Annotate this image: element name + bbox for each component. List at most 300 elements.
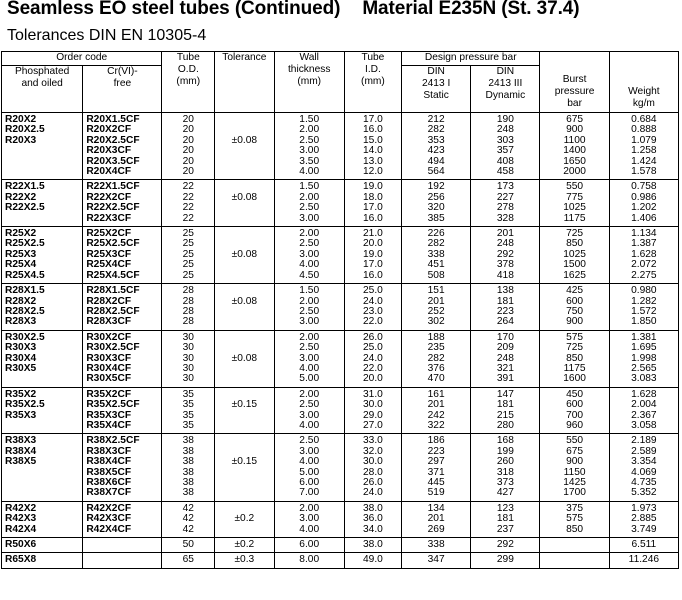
tube-od: 25	[162, 227, 215, 240]
phosphated-code: R22X1.5	[2, 180, 83, 193]
wall-thickness: 3.00	[274, 146, 344, 156]
din-dynamic: 227	[471, 193, 540, 203]
wall-thickness: 2.50	[274, 136, 344, 146]
table-row	[2, 553, 679, 568]
burst-pressure: 375	[540, 501, 609, 514]
din-dynamic: 264	[471, 317, 540, 330]
tube-od: 30	[162, 330, 215, 343]
tolerance	[215, 468, 274, 478]
tolerance	[215, 525, 274, 538]
tolerance	[215, 317, 274, 330]
din-dynamic: 418	[471, 271, 540, 284]
din-static: 226	[402, 227, 471, 240]
wall-thickness: 3.00	[274, 317, 344, 330]
tube-od: 42	[162, 501, 215, 514]
tube-id: 20.0	[344, 374, 401, 387]
crvi-free-header: Cr(VI)- free	[83, 66, 162, 113]
phosphated-code: R38X5	[2, 457, 83, 467]
weight: 2.589	[609, 447, 678, 457]
crvi-free-code: R38X7CF	[83, 488, 162, 501]
weight: 2.004	[609, 400, 678, 410]
burst-pressure: 1150	[540, 468, 609, 478]
weight: 1.202	[609, 203, 678, 213]
tolerance: ±0.08	[215, 354, 274, 364]
weight: 3.083	[609, 374, 678, 387]
tube-od: 38	[162, 488, 215, 501]
crvi-free-code: R25X3CF	[83, 250, 162, 260]
burst-pressure: 850	[540, 354, 609, 364]
tolerance	[215, 434, 274, 447]
tube-od: 30	[162, 354, 215, 364]
weight: 4.069	[609, 468, 678, 478]
phosphated-code: R30X3	[2, 343, 83, 353]
crvi-free-code: R28X2CF	[83, 297, 162, 307]
title-right: Material E235N (St. 37.4)	[362, 0, 580, 19]
phosphated-code	[2, 478, 83, 488]
weight: 1.628	[609, 250, 678, 260]
din-dynamic: 199	[471, 447, 540, 457]
burst-pressure: 575	[540, 514, 609, 524]
crvi-free-code: R22X2.5CF	[83, 203, 162, 213]
burst-pressure	[540, 553, 609, 568]
weight: 6.511	[609, 538, 678, 553]
burst-pressure: 725	[540, 227, 609, 240]
din-static: 242	[402, 411, 471, 421]
phosphated-code: R35X3	[2, 411, 83, 421]
burst-pressure: 550	[540, 434, 609, 447]
phosphated-code: R22X2.5	[2, 203, 83, 213]
din-dynamic: 237	[471, 525, 540, 538]
tube-id: 33.0	[344, 434, 401, 447]
phosphated-code: R20X3	[2, 136, 83, 146]
table-row	[2, 284, 679, 297]
tube-id: 26.0	[344, 478, 401, 488]
crvi-free-code: R30X5CF	[83, 374, 162, 387]
tube-id: 49.0	[344, 553, 401, 568]
design-pressure-header: Design pressure bar	[402, 52, 540, 66]
tube-id: 27.0	[344, 421, 401, 434]
tube-od: 30	[162, 364, 215, 374]
tolerance	[215, 364, 274, 374]
din-static: 508	[402, 271, 471, 284]
din-dynamic: 147	[471, 387, 540, 400]
tube-od: 22	[162, 203, 215, 213]
phosphated-code: R42X2	[2, 501, 83, 514]
phosphated-code: R20X2	[2, 113, 83, 126]
tube-id: 26.0	[344, 330, 401, 343]
din-static: 282	[402, 354, 471, 364]
burst-pressure: 900	[540, 125, 609, 135]
wall-thickness: 3.00	[274, 447, 344, 457]
burst-pressure: 1425	[540, 478, 609, 488]
burst-pressure: 850	[540, 239, 609, 249]
din-static: 161	[402, 387, 471, 400]
tube-od: 20	[162, 157, 215, 167]
din-dynamic: 357	[471, 146, 540, 156]
wall-thickness: 4.00	[274, 457, 344, 467]
tolerance	[215, 146, 274, 156]
title-left: Seamless EO steel tubes (Continued)	[7, 0, 341, 19]
din-static: 201	[402, 400, 471, 410]
phosphated-code: R35X2.5	[2, 400, 83, 410]
din-static: 385	[402, 214, 471, 227]
tube-id: 25.0	[344, 284, 401, 297]
din-dynamic: 181	[471, 297, 540, 307]
weight: 2.072	[609, 260, 678, 270]
tube-od: 28	[162, 317, 215, 330]
crvi-free-code: R22X2CF	[83, 193, 162, 203]
phosphated-code: R42X4	[2, 525, 83, 538]
phosphated-code: R30X5	[2, 364, 83, 374]
tube-id: 16.0	[344, 271, 401, 284]
wall-thickness: 3.00	[274, 250, 344, 260]
wall-thickness: 4.00	[274, 364, 344, 374]
tube-id: 21.0	[344, 227, 401, 240]
tube-id: 19.0	[344, 180, 401, 193]
tolerance	[215, 157, 274, 167]
burst-pressure: 1025	[540, 203, 609, 213]
tolerance	[215, 203, 274, 213]
phosphated-code: R25X4	[2, 260, 83, 270]
table-row	[2, 488, 679, 501]
crvi-free-code: R38X2.5CF	[83, 434, 162, 447]
din-static: 519	[402, 488, 471, 501]
burst-pressure: 450	[540, 387, 609, 400]
burst-pressure: 1625	[540, 271, 609, 284]
din-dynamic: 278	[471, 203, 540, 213]
weight: 0.980	[609, 284, 678, 297]
din-dynamic: 373	[471, 478, 540, 488]
tube-id: 29.0	[344, 411, 401, 421]
din-static: 212	[402, 113, 471, 126]
phosphated-code: R25X2.5	[2, 239, 83, 249]
phosphated-code: R28X2.5	[2, 307, 83, 317]
weight: 5.352	[609, 488, 678, 501]
weight: 0.758	[609, 180, 678, 193]
din-dynamic: 181	[471, 514, 540, 524]
tube-id: 30.0	[344, 400, 401, 410]
weight: 2.367	[609, 411, 678, 421]
phosphated-code: R28X3	[2, 317, 83, 330]
din-static: 282	[402, 239, 471, 249]
burst-pressure: 675	[540, 447, 609, 457]
burst-pressure: 725	[540, 343, 609, 353]
wall-thickness: 4.00	[274, 167, 344, 180]
crvi-free-code: R20X3CF	[83, 146, 162, 156]
burst-pressure: 600	[540, 297, 609, 307]
phosphated-code: R28X1.5	[2, 284, 83, 297]
din-static-header: DIN 2413 I Static	[402, 66, 471, 113]
wall-thickness: 1.50	[274, 180, 344, 193]
wall-thickness: 4.00	[274, 421, 344, 434]
burst-pressure: 425	[540, 284, 609, 297]
crvi-free-code: R35X4CF	[83, 421, 162, 434]
wall-thickness: 5.00	[274, 374, 344, 387]
table-row	[2, 421, 679, 434]
phosphated-code: R38X4	[2, 447, 83, 457]
din-dynamic: 138	[471, 284, 540, 297]
wall-thickness: 3.00	[274, 411, 344, 421]
din-dynamic: 170	[471, 330, 540, 343]
wall-thickness: 1.50	[274, 113, 344, 126]
wall-thickness: 3.00	[274, 514, 344, 524]
din-static: 494	[402, 157, 471, 167]
din-dynamic: 378	[471, 260, 540, 270]
tube-id: 32.0	[344, 447, 401, 457]
tube-id: 16.0	[344, 125, 401, 135]
table-row	[2, 525, 679, 538]
page-subtitle: Tolerances DIN EN 10305-4	[7, 27, 207, 44]
tube-od: 20	[162, 113, 215, 126]
din-dynamic: 123	[471, 501, 540, 514]
din-static: 201	[402, 297, 471, 307]
phosphated-code: R25X3	[2, 250, 83, 260]
burst-pressure: 750	[540, 307, 609, 317]
tube-id: 24.0	[344, 488, 401, 501]
wall-thickness: 7.00	[274, 488, 344, 501]
tube-od: 25	[162, 271, 215, 284]
tolerance: ±0.08	[215, 250, 274, 260]
din-static: 371	[402, 468, 471, 478]
crvi-free-code: R42X3CF	[83, 514, 162, 524]
din-dynamic: 260	[471, 457, 540, 467]
din-dynamic: 223	[471, 307, 540, 317]
tube-od: 28	[162, 307, 215, 317]
crvi-free-code: R30X2CF	[83, 330, 162, 343]
crvi-free-code: R20X3.5CF	[83, 157, 162, 167]
tube-id: 31.0	[344, 387, 401, 400]
tube-od: 22	[162, 193, 215, 203]
weight: 1.572	[609, 307, 678, 317]
din-static: 192	[402, 180, 471, 193]
phosphated-code: R25X2	[2, 227, 83, 240]
phosphated-code: R30X4	[2, 354, 83, 364]
phosphated-code: R28X2	[2, 297, 83, 307]
tube-id: 36.0	[344, 514, 401, 524]
tube-od: 20	[162, 125, 215, 135]
crvi-free-code: R25X2CF	[83, 227, 162, 240]
crvi-free-code: R30X2.5CF	[83, 343, 162, 353]
tube-id: 28.0	[344, 468, 401, 478]
crvi-free-code: R25X4.5CF	[83, 271, 162, 284]
din-dynamic: 318	[471, 468, 540, 478]
wall-thickness: 2.00	[274, 125, 344, 135]
tube-od: 25	[162, 250, 215, 260]
phosphated-code: R25X4.5	[2, 271, 83, 284]
tube-od: 25	[162, 239, 215, 249]
tube-id: 13.0	[344, 157, 401, 167]
phosphated-code	[2, 157, 83, 167]
wall-thickness: 4.00	[274, 260, 344, 270]
wall-thickness: 2.00	[274, 193, 344, 203]
table-row	[2, 271, 679, 284]
tube-od: 42	[162, 514, 215, 524]
tolerance	[215, 214, 274, 227]
din-static: 470	[402, 374, 471, 387]
crvi-free-code: R35X3CF	[83, 411, 162, 421]
tube-id: 38.0	[344, 538, 401, 553]
tolerance	[215, 330, 274, 343]
din-dynamic: 181	[471, 400, 540, 410]
din-static: 235	[402, 343, 471, 353]
crvi-free-code: R35X2.5CF	[83, 400, 162, 410]
tolerance: ±0.08	[215, 193, 274, 203]
tube-id: 17.0	[344, 203, 401, 213]
burst-pressure: 550	[540, 180, 609, 193]
phosphated-code: R35X2	[2, 387, 83, 400]
phosphated-code: R38X3	[2, 434, 83, 447]
burst-pressure: 2000	[540, 167, 609, 180]
din-static: 282	[402, 125, 471, 135]
wall-thickness: 3.00	[274, 354, 344, 364]
tolerance	[215, 421, 274, 434]
table-row	[2, 214, 679, 227]
burst-pressure: 675	[540, 113, 609, 126]
tube-od: 30	[162, 343, 215, 353]
phosphated-code	[2, 488, 83, 501]
weight: 1.850	[609, 317, 678, 330]
tube-id: 24.0	[344, 354, 401, 364]
wall-thickness: 2.50	[274, 434, 344, 447]
burst-pressure: 575	[540, 330, 609, 343]
wall-thickness: 2.00	[274, 387, 344, 400]
din-dynamic: 299	[471, 553, 540, 568]
weight-header: Weight kg/m	[609, 52, 678, 113]
crvi-free-code: R20X1.5CF	[83, 113, 162, 126]
table-row	[2, 167, 679, 180]
din-static: 445	[402, 478, 471, 488]
table-row	[2, 400, 679, 410]
wall-thickness: 8.00	[274, 553, 344, 568]
phosphated-code: R65X8	[2, 553, 83, 568]
din-static: 376	[402, 364, 471, 374]
burst-pressure: 1400	[540, 146, 609, 156]
wall-thickness: 3.50	[274, 157, 344, 167]
din-dynamic: 328	[471, 214, 540, 227]
tolerance	[215, 488, 274, 501]
weight: 3.058	[609, 421, 678, 434]
weight: 1.381	[609, 330, 678, 343]
crvi-free-code: R38X4CF	[83, 457, 162, 467]
weight: 0.888	[609, 125, 678, 135]
tolerance	[215, 307, 274, 317]
tolerance: ±0.3	[215, 553, 274, 568]
tube-od: 35	[162, 421, 215, 434]
table-row	[2, 538, 679, 553]
crvi-free-code: R20X2CF	[83, 125, 162, 135]
burst-pressure: 1600	[540, 374, 609, 387]
tube-id: 14.0	[344, 146, 401, 156]
wall-thickness: 2.50	[274, 307, 344, 317]
wall-thickness: 4.50	[274, 271, 344, 284]
weight: 1.079	[609, 136, 678, 146]
din-dynamic: 458	[471, 167, 540, 180]
burst-pressure: 700	[540, 411, 609, 421]
weight: 1.282	[609, 297, 678, 307]
tube-od: 38	[162, 457, 215, 467]
tube-id: 20.0	[344, 239, 401, 249]
wall-thickness: 4.00	[274, 525, 344, 538]
tube-od: 22	[162, 214, 215, 227]
weight: 1.998	[609, 354, 678, 364]
tube-od: 38	[162, 478, 215, 488]
wall-thickness-header: Wall thickness (mm)	[274, 52, 344, 113]
din-dynamic: 248	[471, 354, 540, 364]
burst-pressure: 600	[540, 400, 609, 410]
tube-od: 35	[162, 411, 215, 421]
tube-id: 12.0	[344, 167, 401, 180]
weight: 1.134	[609, 227, 678, 240]
tube-id: 15.0	[344, 136, 401, 146]
burst-pressure: 1700	[540, 488, 609, 501]
crvi-free-code	[83, 553, 162, 568]
crvi-free-code: R20X2.5CF	[83, 136, 162, 146]
phosphated-code	[2, 468, 83, 478]
tube-od: 50	[162, 538, 215, 553]
crvi-free-code: R28X3CF	[83, 317, 162, 330]
weight: 2.885	[609, 514, 678, 524]
phosphated-code	[2, 167, 83, 180]
tolerance: ±0.08	[215, 136, 274, 146]
phosphated-header: Phosphated and oiled	[2, 66, 83, 113]
weight: 1.387	[609, 239, 678, 249]
weight: 1.578	[609, 167, 678, 180]
tube-id: 34.0	[344, 525, 401, 538]
burst-pressure: 1175	[540, 214, 609, 227]
weight: 1.695	[609, 343, 678, 353]
din-static: 338	[402, 538, 471, 553]
din-static: 186	[402, 434, 471, 447]
tolerance	[215, 284, 274, 297]
din-dynamic: 292	[471, 250, 540, 260]
crvi-free-code: R30X3CF	[83, 354, 162, 364]
wall-thickness: 1.50	[274, 284, 344, 297]
din-dynamic: 427	[471, 488, 540, 501]
crvi-free-code	[83, 538, 162, 553]
tube-id-header: Tube I.D. (mm)	[344, 52, 401, 113]
tolerance: ±0.15	[215, 400, 274, 410]
din-static: 451	[402, 260, 471, 270]
tolerance: ±0.15	[215, 457, 274, 467]
wall-thickness: 2.00	[274, 330, 344, 343]
wall-thickness: 2.50	[274, 400, 344, 410]
tube-od: 35	[162, 387, 215, 400]
din-static: 151	[402, 284, 471, 297]
crvi-free-code: R20X4CF	[83, 167, 162, 180]
din-static: 338	[402, 250, 471, 260]
crvi-free-code: R22X3CF	[83, 214, 162, 227]
crvi-free-code: R38X5CF	[83, 468, 162, 478]
tube-od: 22	[162, 180, 215, 193]
din-dynamic: 280	[471, 421, 540, 434]
tube-od: 38	[162, 434, 215, 447]
burst-pressure: 900	[540, 317, 609, 330]
din-static: 201	[402, 514, 471, 524]
din-dynamic: 190	[471, 113, 540, 126]
crvi-free-code: R38X3CF	[83, 447, 162, 457]
order-code-header: Order code	[2, 52, 162, 66]
din-static: 347	[402, 553, 471, 568]
burst-pressure-header: Burst pressure bar	[540, 52, 609, 113]
tolerance	[215, 260, 274, 270]
tube-od: 30	[162, 374, 215, 387]
table-row	[2, 434, 679, 447]
tolerance	[215, 411, 274, 421]
crvi-free-code: R28X2.5CF	[83, 307, 162, 317]
wall-thickness: 2.50	[274, 203, 344, 213]
din-dynamic: 303	[471, 136, 540, 146]
crvi-free-code: R30X4CF	[83, 364, 162, 374]
